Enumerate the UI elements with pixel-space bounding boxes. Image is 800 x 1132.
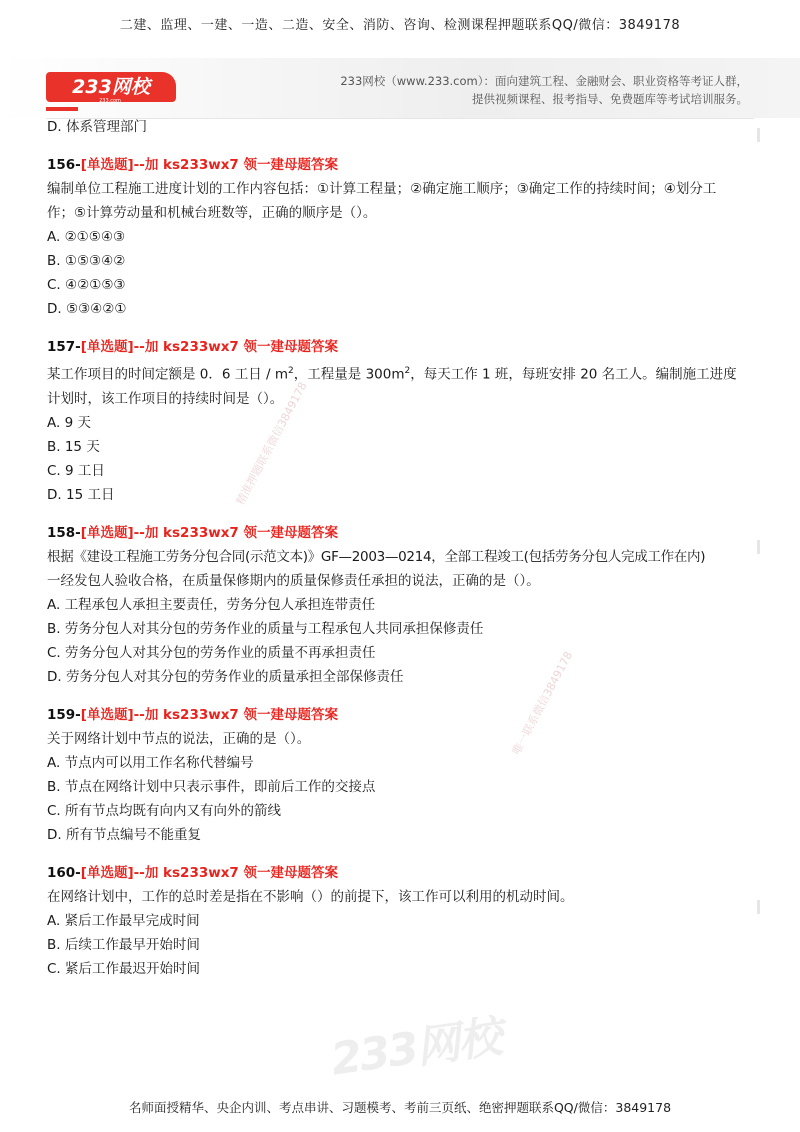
option-c: C. 劳务分包人对其分包的劳务作业的质量不再承担责任 bbox=[47, 644, 376, 661]
question-stem: 计划时，该工作项目的持续时间是（）。 bbox=[47, 390, 284, 407]
option-d: D. 所有节点编号不能重复 bbox=[47, 826, 201, 843]
superscript: 2 bbox=[288, 366, 294, 376]
question-stem: 一经发包人验收合格，在质量保修期内的质量保修责任承担的说法，正确的是（）。 bbox=[47, 572, 540, 589]
question-heading bbox=[47, 521, 759, 545]
option-a: A. ②①⑤④③ bbox=[47, 229, 126, 245]
question-158 bbox=[47, 521, 759, 689]
logo-accent bbox=[46, 107, 78, 111]
question-tag: [单选题]--加 ks233wx7 领一建母题答案 bbox=[80, 157, 339, 173]
question-stem: 关于网络计划中节点的说法，正确的是（）。 bbox=[47, 730, 311, 747]
option-c: C. 9 工日 bbox=[47, 462, 105, 479]
bottom-banner: 名师面授精华、央企内训、考点串讲、习题模考、考前三页纸、绝密押题联系QQ/微信：3849178 bbox=[128, 1100, 672, 1115]
option-a: A. 节点内可以用工作名称代替编号 bbox=[47, 754, 254, 771]
top-banner: 二建、监理、一建、一造、二造、安全、消防、咨询、检测课程押题联系QQ/微信：3849178 bbox=[119, 18, 681, 33]
option-d: D. ⑤③④②① bbox=[47, 301, 127, 317]
option-b: B. 15 天 bbox=[47, 438, 100, 455]
document-body bbox=[47, 115, 759, 981]
question-157 bbox=[47, 335, 759, 507]
question-tag: [单选题]--加 ks233wx7 领一建母题答案 bbox=[80, 864, 339, 881]
question-159 bbox=[47, 703, 759, 847]
page-header bbox=[0, 58, 800, 118]
option-b: B. ①⑤③④② bbox=[47, 253, 126, 269]
question-tag: [单选题]--加 ks233wx7 领一建母题答案 bbox=[80, 524, 339, 541]
option-c: C. ④②①⑤③ bbox=[47, 277, 126, 293]
question-number: 156- bbox=[47, 157, 81, 173]
question-160 bbox=[47, 861, 759, 981]
option-a: A. 9 天 bbox=[47, 414, 91, 431]
header-desc-line-2: 提供视频课程、报考指导、免费题库等考试培训服务。 bbox=[472, 92, 748, 106]
question-stem bbox=[47, 359, 759, 387]
option-c: C. 所有节点均既有向内又有向外的箭线 bbox=[47, 802, 282, 819]
question-heading bbox=[47, 335, 759, 359]
header-desc-line-1: 233网校（www.233.com）：面向建筑工程、金融财会、职业资格等考证人群， bbox=[340, 74, 748, 88]
question-number: 157- bbox=[47, 339, 81, 355]
question-stem: 编制单位工程施工进度计划的工作内容包括：①计算工程量；②确定施工顺序；③确定工作的持续时间；④划分工 bbox=[47, 181, 717, 197]
option-d: D. 15 工日 bbox=[47, 486, 115, 503]
stem-part: ，工程量是 300m bbox=[293, 366, 405, 383]
superscript: 2 bbox=[404, 366, 411, 376]
question-stem: 作；⑤计算劳动量和机械台班数等，正确的顺序是（）。 bbox=[47, 205, 377, 221]
question-heading bbox=[47, 153, 759, 177]
question-stem: 根据《建设工程施工劳务分包合同(示范文本)》GF—2003—0214，全部工程竣工(包括劳务分包人完成工作在内) bbox=[47, 548, 706, 565]
option-d: D. 劳务分包人对其分包的劳务作业的质量承担全部保修责任 bbox=[47, 668, 404, 685]
option-a: A. 紧后工作最早完成时间 bbox=[47, 912, 200, 929]
question-tag: [单选题]--加 ks233wx7 领一建母题答案 bbox=[80, 339, 339, 355]
question-156 bbox=[47, 153, 759, 321]
site-logo[interactable]: 233网校 bbox=[46, 72, 176, 102]
option-b: B. 后续工作最早开始时间 bbox=[47, 936, 200, 953]
option-b: B. 节点在网络计划中只表示事件，即前后工作的交接点 bbox=[47, 778, 376, 795]
watermark-text: 唯一联系微信3849178 bbox=[509, 649, 576, 758]
stem-part: 某工作项目的时间定额是 0．6 工日 / m bbox=[47, 366, 289, 383]
previous-option: D. 体系管理部门 bbox=[47, 119, 147, 135]
watermark-text: 精准押题联系微信3849178 bbox=[233, 379, 310, 508]
question-stem: 在网络计划中，工作的总时差是指在不影响（）的前提下，该工作可以利用的机动时间。 bbox=[47, 888, 574, 905]
question-tag: [单选题]--加 ks233wx7 领一建母题答案 bbox=[80, 706, 339, 723]
option-c: C. 紧后工作最迟开始时间 bbox=[47, 960, 201, 977]
question-number: 160- bbox=[47, 864, 81, 881]
option-b: B. 劳务分包人对其分包的劳务作业的质量与工程承包人共同承担保修责任 bbox=[47, 620, 484, 637]
stem-part: ，每天工作 1 班，每班安排 20 名工人。编制施工进度 bbox=[410, 366, 737, 383]
question-heading bbox=[47, 861, 759, 885]
question-number: 158- bbox=[47, 524, 81, 541]
header-description bbox=[308, 72, 748, 108]
question-number: 159- bbox=[47, 706, 81, 723]
logo-subtext: 233.com bbox=[99, 98, 121, 104]
watermark-logo: 233网校 bbox=[327, 1011, 504, 1086]
option-a: A. 工程承包人承担主要责任，劳务分包人承担连带责任 bbox=[47, 596, 376, 613]
question-heading bbox=[47, 703, 759, 727]
